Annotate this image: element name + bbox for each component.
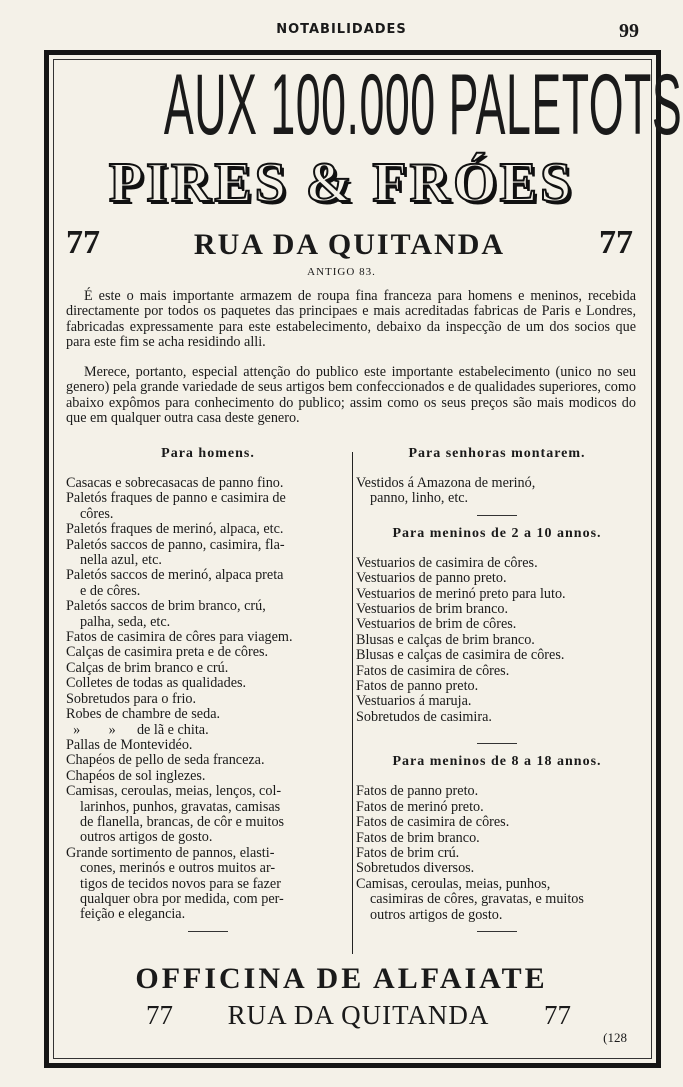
printer-code: (128 <box>603 1030 627 1045</box>
list-item-continuation: panno, linho, etc. <box>370 490 469 507</box>
column-divider <box>352 452 353 954</box>
list-item <box>356 633 638 648</box>
list-item-continuation: larinhos, punhos, gravatas, camisas <box>80 798 281 815</box>
list-item <box>356 648 638 663</box>
list-item <box>66 522 350 537</box>
men-column <box>66 446 350 942</box>
boys-8-18-list <box>356 784 638 923</box>
list-item-line: Chapéos de pello de seda franceza. <box>66 752 265 769</box>
list-item <box>66 784 350 846</box>
list-item-line: Fatos de brim crú. <box>356 844 460 861</box>
firm-name: PIRES & FRÓES <box>108 152 575 214</box>
list-item-line: » » de lã e chita. <box>66 721 209 738</box>
list-item-line: Blusas e calças de brim branco. <box>356 631 535 648</box>
list-item-continuation: cones, merinós e outros muitos ar- <box>80 860 276 877</box>
list-item <box>66 476 350 491</box>
list-item-line: Sobretudos para o frio. <box>66 690 197 707</box>
list-item-line: Paletós saccos de panno, casimira, fla- <box>66 536 285 553</box>
list-item <box>66 707 350 722</box>
list-item-continuation: nella azul, etc. <box>80 552 162 569</box>
list-item-line: Pallas de Montevidéo. <box>66 736 193 753</box>
list-item-line: Vestidos á Amazona de merinó, <box>356 475 536 491</box>
list-item <box>66 676 350 691</box>
section-rule <box>477 743 517 744</box>
list-item-line: Camisas, ceroulas, meias, punhos, <box>356 875 551 892</box>
list-item-line: Fatos de panno preto. <box>356 678 479 695</box>
section-rule <box>188 931 228 932</box>
workshop-street: RUA DA QUITANDA <box>227 1000 490 1030</box>
list-item <box>356 861 638 876</box>
list-item-line: Vestuarios á maruja. <box>356 693 472 710</box>
former-number: ANTIGO 83. <box>307 266 376 278</box>
section-rule <box>477 931 517 932</box>
list-item-continuation: casimiras de côres, gravatas, e muitos <box>370 891 584 908</box>
list-item-line: Colletes de todas as qualidades. <box>66 675 247 692</box>
list-item-line: Vestuarios de merinó preto para luto. <box>356 585 566 602</box>
list-item-line: Vestuarios de casimira de côres. <box>356 554 538 571</box>
list-item-continuation: outros artigos de gosto. <box>370 906 503 923</box>
list-item-line: Fatos de casimira de côres. <box>356 662 510 679</box>
list-item <box>66 630 350 645</box>
list-item <box>356 664 638 679</box>
address-line <box>66 224 633 266</box>
address-street: RUA DA QUITANDA <box>193 228 506 261</box>
list-item <box>66 645 350 660</box>
list-item-line: Fatos de panno preto. <box>356 783 479 800</box>
list-item <box>356 877 638 923</box>
list-item-line: Grande sortimento de pannos, elasti- <box>66 844 275 861</box>
intro-paragraph-2: Merece, portanto, especial attenção do publico este importante estabelecimento (unico no seu genero) pela grande variedade de seus artigos bem confeccionados e de qualidades superiores, como abaixo expômos para conhecimento do publico; assim como os seus preços são mais modicos do que em qualquer outra casa deste genero. <box>66 364 636 427</box>
boys-2-10-section-title: Para meninos de 2 a 10 annos. <box>392 525 602 541</box>
running-head-title: NOTABILIDADES <box>276 22 407 37</box>
list-item <box>356 571 638 586</box>
list-item-continuation: tigos de tecidos novos para se fazer <box>80 875 281 892</box>
workshop-address <box>146 1000 571 1032</box>
list-item-line: Casacas e sobrecasacas de panno fino. <box>66 475 284 491</box>
list-item-line: Sobretudos diversos. <box>356 860 475 877</box>
list-item-line: Blusas e calças de casimira de côres. <box>356 647 565 664</box>
list-item <box>356 587 638 602</box>
list-item <box>356 617 638 632</box>
list-item <box>356 602 638 617</box>
boys-8-18-section-title: Para meninos de 8 a 18 annos. <box>392 754 602 770</box>
list-item-continuation: de flanella, brancas, de côr e muitos <box>80 813 285 830</box>
list-item-line: Fatos de casimira de côres para viagem. <box>66 629 293 646</box>
list-item-line: Vestuarios de brim branco. <box>356 601 509 618</box>
list-item <box>356 784 638 799</box>
list-item <box>356 800 638 815</box>
list-item <box>66 753 350 768</box>
list-item-line: Fatos de casimira de côres. <box>356 814 510 831</box>
list-item <box>66 738 350 753</box>
list-item-line: Robes de chambre de seda. <box>66 706 221 723</box>
list-item-line: Fatos de merinó preto. <box>356 798 484 815</box>
workshop-number-left: 77 <box>146 1000 173 1030</box>
address-number-left: 77 <box>66 224 100 261</box>
workshop-number-right: 77 <box>544 1000 571 1030</box>
list-item-line: Calças de brim branco e crú. <box>66 659 229 676</box>
list-item-line: Paletós fraques de panno e casimira de <box>66 490 286 507</box>
list-item <box>66 661 350 676</box>
women-list <box>356 476 638 507</box>
list-item <box>66 568 350 599</box>
list-item <box>356 556 638 571</box>
advert-headline: AUX 100.000 PALETOTS <box>163 57 683 153</box>
boys-2-10-list <box>356 556 638 725</box>
list-item <box>356 846 638 861</box>
list-item-continuation: côres. <box>80 505 114 522</box>
right-column <box>356 446 638 942</box>
list-item-continuation: e de côres. <box>80 582 141 599</box>
men-list <box>66 476 350 923</box>
list-item <box>356 831 638 846</box>
list-item-line: Calças de casimira preta e de côres. <box>66 644 269 661</box>
list-item-continuation: palha, seda, etc. <box>80 613 171 630</box>
list-item-continuation: qualquer obra por medida, com per- <box>80 890 284 907</box>
list-item-line: Paletós saccos de merinó, alpaca preta <box>66 567 284 584</box>
list-item-line: Paletós fraques de merinó, alpaca, etc. <box>66 521 284 538</box>
list-item <box>66 491 350 522</box>
men-section-title: Para homens. <box>161 446 255 461</box>
list-item <box>66 538 350 569</box>
list-item-line: Sobretudos de casimira. <box>356 708 492 725</box>
list-item <box>66 846 350 923</box>
list-item-line: Vestuarios de brim de côres. <box>356 616 517 633</box>
list-item-line: Paletós saccos de brim branco, crú, <box>66 598 266 615</box>
list-item <box>356 815 638 830</box>
address-number-right: 77 <box>599 224 633 261</box>
list-item-line: Chapéos de sol inglezes. <box>66 767 206 784</box>
page-number: 99 <box>619 20 639 42</box>
list-item-line: Camisas, ceroulas, meias, lenços, col- <box>66 783 282 800</box>
section-rule <box>477 515 517 516</box>
list-item <box>66 692 350 707</box>
list-item <box>356 710 638 725</box>
list-item-line: Vestuarios de panno preto. <box>356 570 507 587</box>
list-item-continuation: outros artigos de gosto. <box>80 829 213 846</box>
workshop-title: OFFICINA DE ALFAIATE <box>135 962 548 995</box>
list-item-continuation: feição e elegancia. <box>80 906 186 923</box>
list-item <box>356 694 638 709</box>
list-item <box>66 769 350 784</box>
intro-paragraph-1: É este o mais importante armazem de roupa fina franceza para homens e meninos, recebida directamente por todos os paquetes das principaes e mais acreditadas fabricas de Paris e Londres, fabricadas expressamente para este estabelecimento, debaixo da inspecção de um dos socios que para este fim se acha residindo alli. <box>66 288 636 351</box>
women-section-title: Para senhoras montarem. <box>408 446 586 461</box>
list-item <box>66 599 350 630</box>
running-head <box>0 20 683 44</box>
list-item <box>66 723 350 738</box>
list-item-line: Fatos de brim branco. <box>356 829 480 846</box>
list-item <box>356 679 638 694</box>
list-item <box>356 476 638 507</box>
